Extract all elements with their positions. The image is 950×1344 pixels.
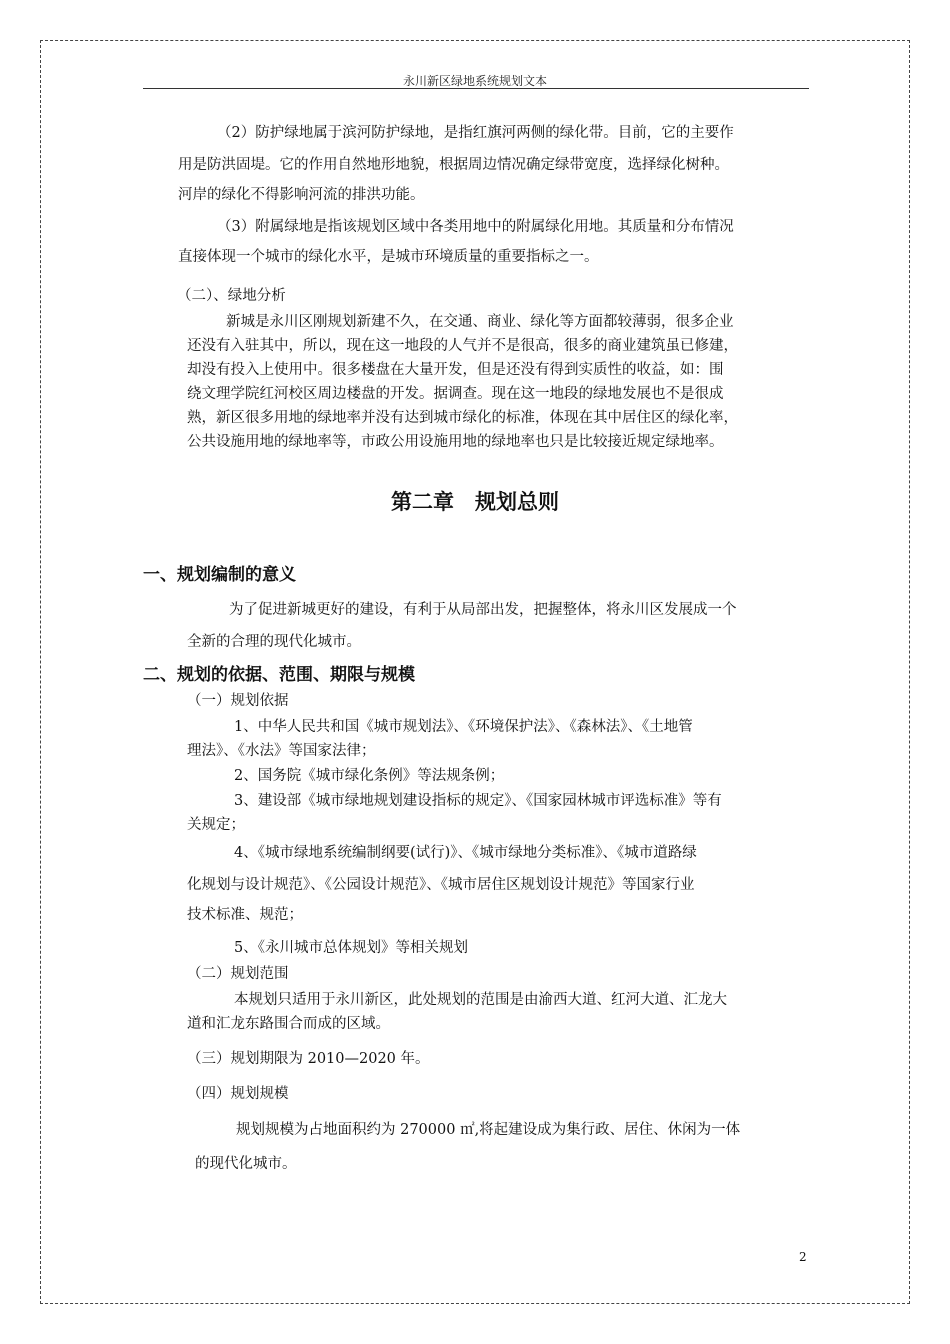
paragraph-line: 4、《城市绿地系统编制纲要(试行)》、《城市绿地分类标准》、《城市道路绿: [234, 845, 697, 861]
subsection-heading: （四）规划规模: [187, 1086, 289, 1102]
paragraph-line: 直接体现一个城市的绿化水平，是城市环境质量的重要指标之一。: [178, 249, 599, 265]
paragraph-line: 2、国务院《城市绿化条例》等法规条例；: [234, 768, 505, 784]
paragraph-line: 河岸的绿化不得影响河流的排洪功能。: [178, 187, 425, 203]
running-header: 永川新区绿地系统规划文本: [402, 74, 547, 88]
paragraph-line: 新城是永川区刚规划新建不久，在交通、商业、绿化等方面都较薄弱，很多企业: [226, 314, 734, 330]
paragraph-line: 的现代化城市。: [195, 1156, 297, 1172]
paragraph-line: 道和汇龙东路围合而成的区域。: [187, 1016, 390, 1032]
paragraph-line: 全新的合理的现代化城市。: [187, 634, 361, 650]
page-number: 2: [799, 1250, 807, 1264]
paragraph-line: 5、《永川城市总体规划》等相关规划: [234, 940, 468, 956]
subsection-heading: （三）规划期限为 2010—2020 年。: [187, 1051, 430, 1067]
paragraph-line: 绕文理学院红河校区周边楼盘的开发。据调查。现在这一地段的绿地发展也不是很成: [187, 386, 724, 402]
section-heading: 二、规划的依据、范围、期限与规模: [143, 665, 415, 685]
paragraph-line: 熟，新区很多用地的绿地率并没有达到城市绿化的标准，体现在其中居住区的绿化率，: [187, 410, 738, 426]
paragraph-line: （3）附属绿地是指该规划区域中各类用地中的附属绿化用地。其质量和分布情况: [217, 219, 734, 235]
paragraph-line: 用是防洪固堤。它的作用自然地形地貌，根据周边情况确定绿带宽度，选择绿化树种。: [178, 157, 729, 173]
paragraph-line: 却没有投入上使用中。很多楼盘在大量开发，但是还没有得到实质性的收益，如：围: [187, 362, 724, 378]
paragraph-line: 关规定；: [187, 817, 245, 833]
paragraph-line: 规划规模为占地面积约为 270000 ㎡,将起建设成为集行政、居住、休闲为一体: [236, 1122, 741, 1138]
subsection-heading: （一）规划依据: [187, 693, 289, 709]
subsection-heading: （二）规划范围: [187, 966, 289, 982]
paragraph-line: 3、建设部《城市绿地规划建设指标的规定》、《国家园林城市评选标准》等有: [234, 793, 722, 809]
paragraph-line: （2）防护绿地属于滨河防护绿地，是指红旗河两侧的绿化带。目前，它的主要作: [217, 125, 734, 141]
section-heading: 一、规划编制的意义: [143, 565, 296, 585]
paragraph-line: 技术标准、规范；: [187, 907, 303, 923]
chapter-title: 第二章 规划总则: [391, 490, 559, 514]
paragraph-line: 还没有入驻其中，所以，现在这一地段的人气并不是很高，很多的商业建筑虽已修建，: [187, 338, 738, 354]
paragraph-line: 本规划只适用于永川新区，此处规划的范围是由渝西大道、红河大道、汇龙大: [234, 992, 727, 1008]
paragraph-line: 公共设施用地的绿地率等，市政公用设施用地的绿地率也只是比较接近规定绿地率。: [187, 434, 724, 450]
paragraph-line: 为了促进新城更好的建设，有利于从局部出发，把握整体，将永川区发展成一个: [229, 602, 737, 618]
paragraph-line: 1、中华人民共和国《城市规划法》、《环境保护法》、《森林法》、《土地管: [234, 719, 693, 735]
paragraph-line: 化规划与设计规范》、《公园设计规范》、《城市居住区规划设计规范》等国家行业: [187, 877, 695, 893]
subsection-heading: （二）、绿地分析: [177, 288, 286, 304]
header-rule: [143, 88, 809, 89]
paragraph-line: 理法》、《水法》等国家法律；: [187, 743, 376, 759]
